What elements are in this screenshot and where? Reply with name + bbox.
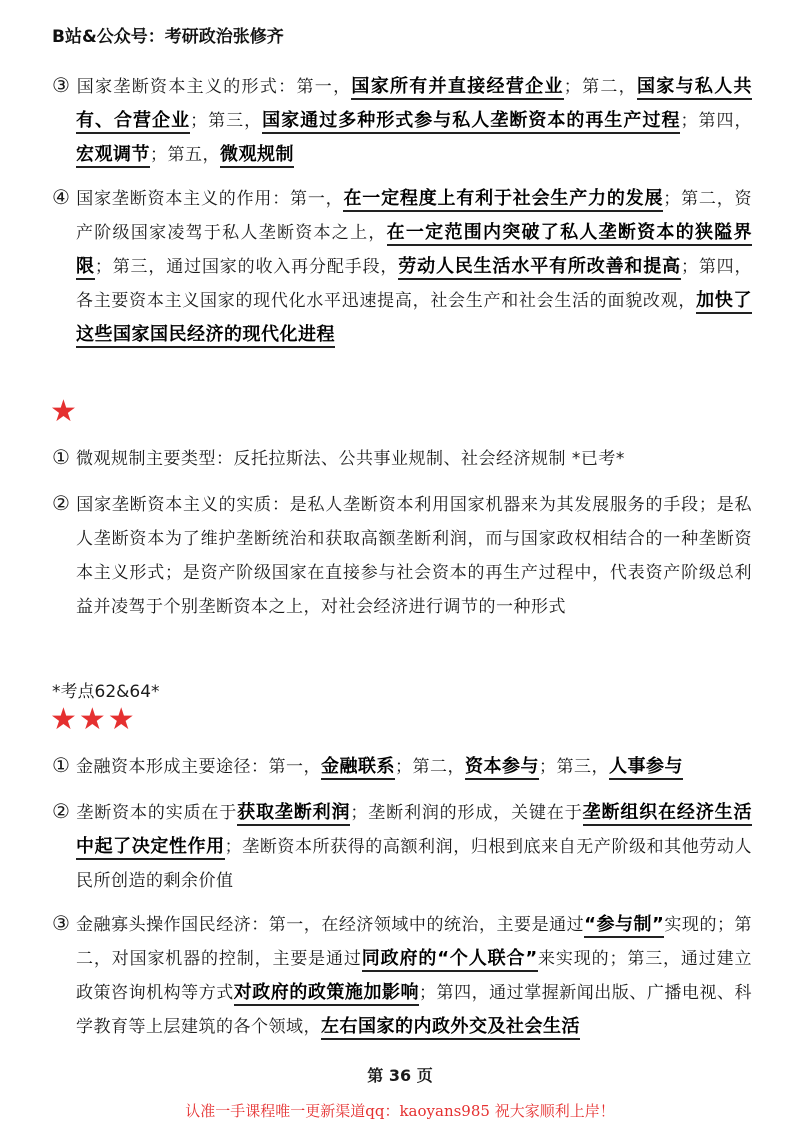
- highlight: 在一定范围内突破了私人垄断资本的狭隘界限: [76, 222, 752, 280]
- highlight: 在一定程度上有利于社会生产力的发展: [343, 188, 663, 212]
- item-1-finance: [52, 748, 752, 784]
- star-rating-3: ★★★: [50, 702, 137, 737]
- star-rating-1: ★: [50, 394, 79, 429]
- section-monopoly-essence: [52, 794, 752, 898]
- text: ；垄断资本所获得的高额利润，归根到底来自无产阶级和其他劳动人民所创造的剩余价值: [76, 837, 753, 891]
- item-number: ②: [52, 491, 71, 515]
- item-4-effects: [52, 180, 752, 352]
- text: 垄断资本的实质在于: [76, 803, 238, 823]
- text: 金融资本形成主要途径：第一，: [76, 757, 321, 777]
- highlight: 劳动人民生活水平有所改善和提高: [398, 256, 681, 280]
- highlight: 资本参与: [465, 756, 539, 780]
- section-essence: [52, 486, 752, 624]
- highlight: 左右国家的内政外交及社会生活: [321, 1016, 580, 1040]
- item-3-oligarchy: [52, 906, 752, 1044]
- item-2-essence: [52, 486, 752, 624]
- highlight: “参与制”: [584, 914, 664, 938]
- item-3-forms: [52, 68, 752, 172]
- item-1-regulation: [52, 440, 752, 476]
- text: 是私人垄断资本利用国家机器来为其发展服务的手段；是私人垄断资本为了维护垄断统治和获取高额垄断利润，而与国家政权相结合的一种垄断资本主义形式；是资产阶级国家在直接参与社会资本的再生产过程中，代表资产阶级总利益并凌驾于个别垄断资本之上，对社会经济进行调节的一种形式: [76, 495, 753, 617]
- header-title: B站&公众号：考研政治张修齐: [52, 27, 284, 47]
- highlight: 垄断组织在经济生活中起了决定性作用: [76, 802, 752, 860]
- text: 微观规制主要类型：反托拉斯法、公共事业规制、社会经济规制: [76, 449, 572, 469]
- highlight: 微观规制: [220, 144, 294, 168]
- highlight: 加快了这些国家国民经济的现代化进程: [76, 290, 752, 348]
- exam-tag: *已考*: [571, 449, 625, 469]
- item-number: ④: [52, 185, 71, 209]
- text: ；第四，通过掌握新闻出版、广播电视、科学教育等上层建筑的各个领域，: [76, 983, 753, 1037]
- text: ；第三，: [190, 111, 263, 131]
- text: ；第三，: [539, 757, 609, 777]
- highlight: 对政府的政策施加影响: [234, 982, 419, 1006]
- item-number: ①: [52, 753, 71, 777]
- text: ；第五，: [150, 145, 220, 165]
- text: 国家垄断资本主义的实质：: [76, 495, 290, 515]
- footer-notice: 认准一手课程唯一更新渠道qq：kaoyans985 祝大家顺利上岸！: [185, 1102, 615, 1120]
- item-number: ②: [52, 799, 71, 823]
- item-number: ③: [52, 73, 71, 97]
- highlight: 国家与私人共有、合营企业: [76, 76, 752, 134]
- item-number: ③: [52, 911, 71, 935]
- text: 来实现的；第三，通过建立政策咨询机构等方式: [76, 949, 752, 1003]
- highlight: 同政府的“个人联合”: [362, 948, 538, 972]
- highlight: 金融联系: [321, 756, 395, 780]
- highlight: 获取垄断利润: [237, 802, 350, 826]
- highlight: 人事参与: [609, 756, 683, 780]
- page-number: 第 36 页: [367, 1066, 433, 1085]
- exam-point-label: *考点62&64*: [52, 682, 160, 702]
- text: 金融寡头操作国民经济：第一，在经济领域中的统治，主要是通过: [76, 915, 585, 935]
- text: ；第二，: [395, 757, 465, 777]
- item-number: ①: [52, 445, 71, 469]
- section-finance-capital: [52, 748, 752, 784]
- text: ；第四，: [680, 111, 753, 131]
- text: ；垄断利润的形成，关键在于: [350, 803, 583, 823]
- text: 国家垄断资本主义的作用：第一，: [76, 189, 344, 209]
- text: ；第四，各主要资本主义国家的现代化水平迅速提高，社会生产和社会生活的面貌改观，: [76, 257, 753, 311]
- section-regulation: [52, 440, 752, 476]
- text: ；第二，: [563, 77, 637, 97]
- section-forms: [52, 68, 752, 172]
- text: ；第三，通过国家的收入再分配手段，: [94, 257, 399, 277]
- highlight: 国家所有并直接经营企业: [351, 76, 563, 100]
- item-2-monopoly: [52, 794, 752, 898]
- highlight: 国家通过多种形式参与私人垄断资本的再生产过程: [262, 110, 680, 134]
- section-oligarchy: [52, 906, 752, 1044]
- text: 实现的；第二，对国家机器的控制，主要是通过: [76, 915, 752, 969]
- highlight: 宏观调节: [76, 144, 150, 168]
- section-effects: [52, 180, 752, 352]
- text: 国家垄断资本主义的形式：第一，: [76, 77, 352, 97]
- text: ；第二，资产阶级国家凌驾于私人垄断资本之上，: [76, 189, 753, 243]
